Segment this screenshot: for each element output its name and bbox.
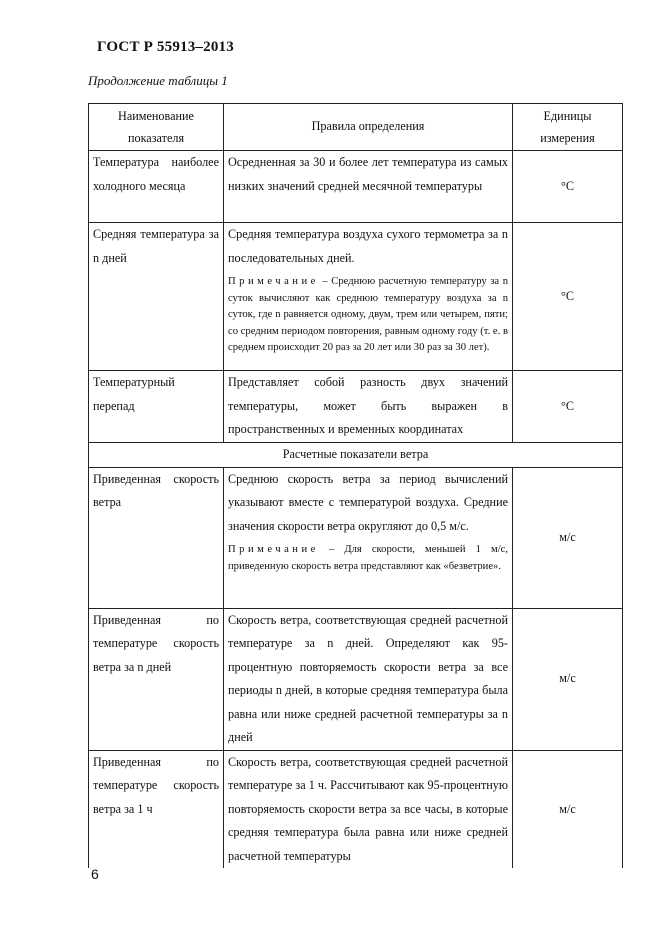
indicator-note [228,542,508,579]
indicator-name: Температурный перепад [89,371,224,443]
note-text: – Для скорости, меньшей 1 м/с, приведенную скорость ветра представляют как «безветрие». [228,544,508,572]
indicator-rule: Представляет собой разность двух значений температуры, может быть выражен в пространственных и временных координатах [224,371,513,443]
indicators-table [88,103,623,868]
table-row [89,371,623,443]
indicator-unit: °С [513,223,623,371]
column-header-name: Наименование показателя [89,104,224,151]
indicator-rule: Средняя температура воздуха сухого термометра за n последовательных дней. [228,227,508,265]
table-row [89,467,623,608]
table-row [89,608,623,750]
indicator-name: Приведенная по температуре скорость ветра за n дней [89,608,224,750]
table-row [89,151,623,223]
table-continuation-caption: Продолжение таблицы 1 [88,73,228,88]
indicator-unit: °С [513,371,623,443]
note-label: Примечание [228,544,319,555]
document-code: ГОСТ Р 55913–2013 [97,39,234,55]
indicator-unit: м/с [513,608,623,750]
section-row [89,443,623,468]
indicator-name: Приведенная по температуре скорость ветра за 1 ч [89,750,224,868]
indicator-rule: Скорость ветра, соответствующая средней расчетной температуре за n дней. Определяют как 95-процентную повторяемость скорости ветра за все периоды n дней, в которые средняя температура была равна или ниже средней расчетной температуры за n дней [224,608,513,750]
indicator-name: Температура наиболее холодного месяца [89,151,224,223]
table-row [89,223,623,371]
indicator-name: Приведенная скорость ветра [89,467,224,608]
indicator-rule-cell [224,223,513,371]
indicator-unit: м/с [513,467,623,608]
column-header-rule: Правила определения [224,104,513,151]
indicator-rule: Среднюю скорость ветра за период вычислений указывают вместе с температурой воздуха. Средние значения скорости ветра округляют до 0,5 м/с. [228,471,508,533]
indicator-rule: Скорость ветра, соответствующая средней расчетной температуре за 1 ч. Рассчитывают как 95-процентную повторяемость скорости ветра за все часы, в которые средняя температура была равна или ниже средней расчетной температуры [224,750,513,868]
table-row [89,750,623,868]
indicator-unit: м/с [513,750,623,868]
section-heading: Расчетные показатели ветра [89,443,623,468]
indicator-unit: °С [513,151,623,223]
note-text: – Среднюю расчетную температуру за n суток вычисляют как среднюю температуру воздуха за n суток, где n равняется одному, двум, трем или четырем, пяти; со средним периодом повторения, равным одному году (т. е. в среднем происходит 20 раз за 20 лет или 30 раз за 30 лет). [228,276,508,354]
indicator-rule-cell [224,467,513,608]
page-number: 6 [91,866,99,882]
note-label: Примечание [228,276,319,287]
indicator-name: Средняя температура за n дней [89,223,224,371]
indicator-note [228,274,508,361]
column-header-unit: Единицы измерения [513,104,623,151]
indicator-rule: Осредненная за 30 и более лет температура из самых низких значений средней месячной температуры [224,151,513,223]
